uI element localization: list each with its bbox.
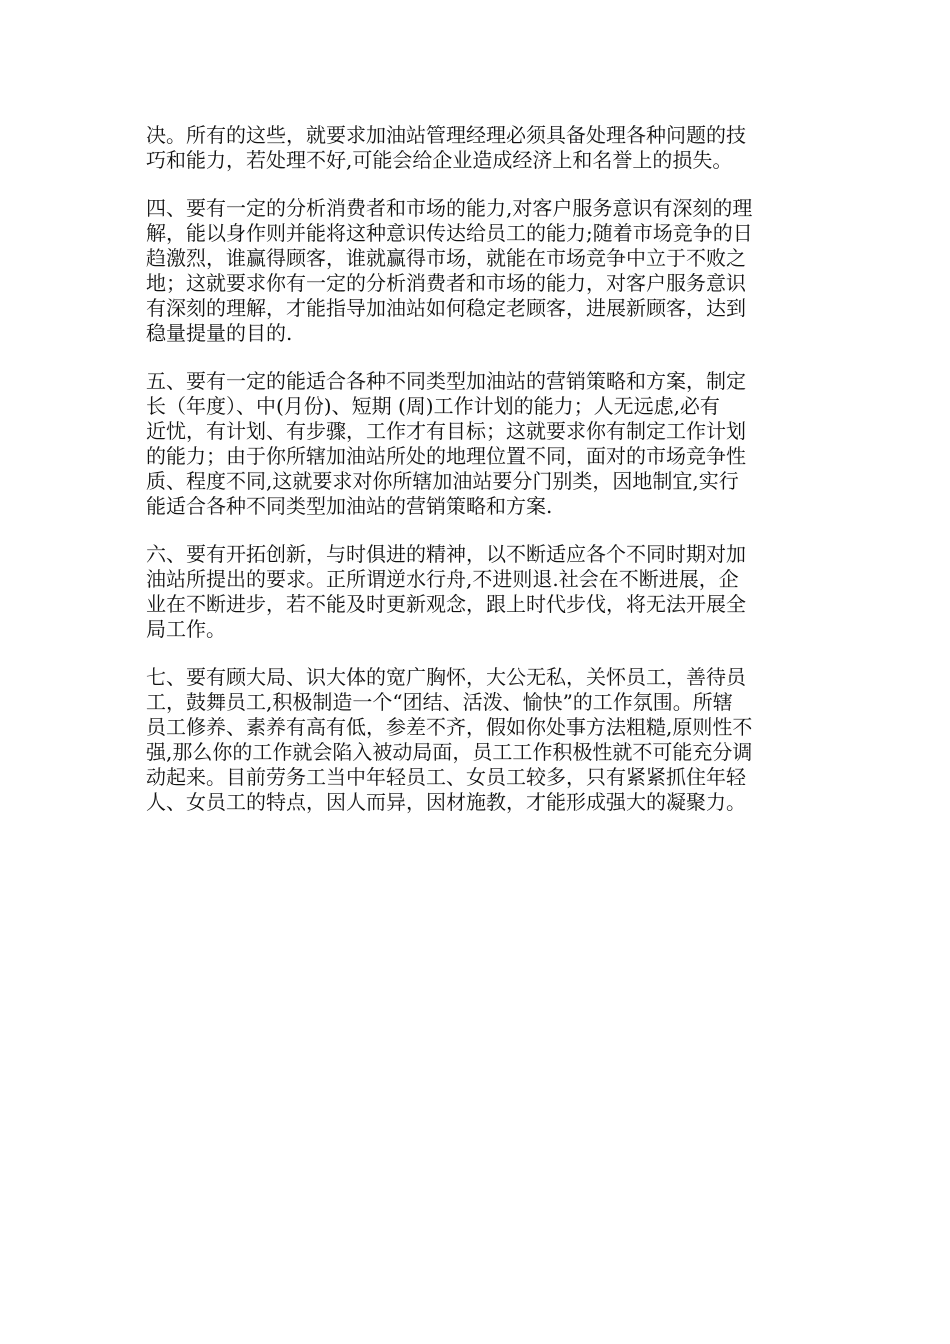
text-line: 五、要有一定的能适合各种不同类型加油站的营销策略和方案，制定 (146, 369, 746, 393)
text-line: 七、要有顾大局、识大体的宽广胸怀，大公无私，关怀员工，善待员 (146, 665, 746, 689)
paragraph-item-six (146, 542, 806, 642)
text-line: 近忧，有计划、有步骤，工作才有目标；这就要求你有制定工作计划 (146, 419, 746, 443)
text-line: 长（年度）、中(月份)、短期 (周)工作计划的能力；人无远虑,必有 (146, 394, 720, 418)
text-line: 稳量提量的目的. (146, 321, 293, 345)
text-line: 巧和能力，若处理不好,可能会给企业造成经济上和名誉上的损失。 (146, 148, 733, 172)
paragraph-continuation (146, 123, 806, 173)
text-line: 动起来。目前劳务工当中年轻员工、女员工较多，只有紧紧抓住年轻 (146, 765, 746, 789)
text-line: 员工修养、素养有高有低，参差不齐，假如你处事方法粗糙,原则性不 (146, 715, 753, 739)
text-line: 有深刻的理解，才能指导加油站如何稳定老顾客，进展新顾客，达到 (146, 296, 746, 320)
text-line: 决。所有的这些，就要求加油站管理经理必须具备处理各种问题的技 (146, 123, 746, 147)
text-line: 质、程度不同,这就要求对你所辖加油站要分门别类，因地制宜,实行 (146, 469, 739, 493)
text-line: 能适合各种不同类型加油站的营销策略和方案. (146, 494, 553, 518)
text-line: 六、要有开拓创新，与时俱进的精神，以不断适应各个不同时期对加 (146, 542, 746, 566)
text-line: 的能力；由于你所辖加油站所处的地理位置不同，面对的市场竞争性 (146, 444, 746, 468)
text-line: 四、要有一定的分析消费者和市场的能力,对客户服务意识有深刻的理 (146, 196, 753, 220)
text-line: 业在不断进步，若不能及时更新观念，跟上时代步伐，将无法开展全 (146, 592, 746, 616)
text-line: 油站所提出的要求。正所谓逆水行舟,不进则退.社会在不断进展，企 (146, 567, 739, 591)
text-line: 地；这就要求你有一定的分析消费者和市场的能力，对客户服务意识 (146, 271, 746, 295)
paragraph-item-five (146, 369, 806, 519)
paragraph-item-four (146, 196, 806, 346)
document-body (146, 123, 806, 838)
text-line: 局工作。 (146, 617, 226, 641)
text-line: 人、女员工的特点，因人而异，因材施教，才能形成强大的凝聚力。 (146, 790, 746, 814)
paragraph-item-seven (146, 665, 806, 815)
text-line: 强,那么你的工作就会陷入被动局面，员工工作积极性就不可能充分调 (146, 740, 753, 764)
text-line: 解，能以身作则并能将这种意识传达给员工的能力;随着市场竞争的日 (146, 221, 753, 245)
text-line: 工，鼓舞员工,积极制造一个“团结、活泼、愉快”的工作氛围。所辖 (146, 690, 733, 714)
text-line: 趋激烈，谁赢得顾客，谁就赢得市场，就能在市场竞争中立于不败之 (146, 246, 746, 270)
